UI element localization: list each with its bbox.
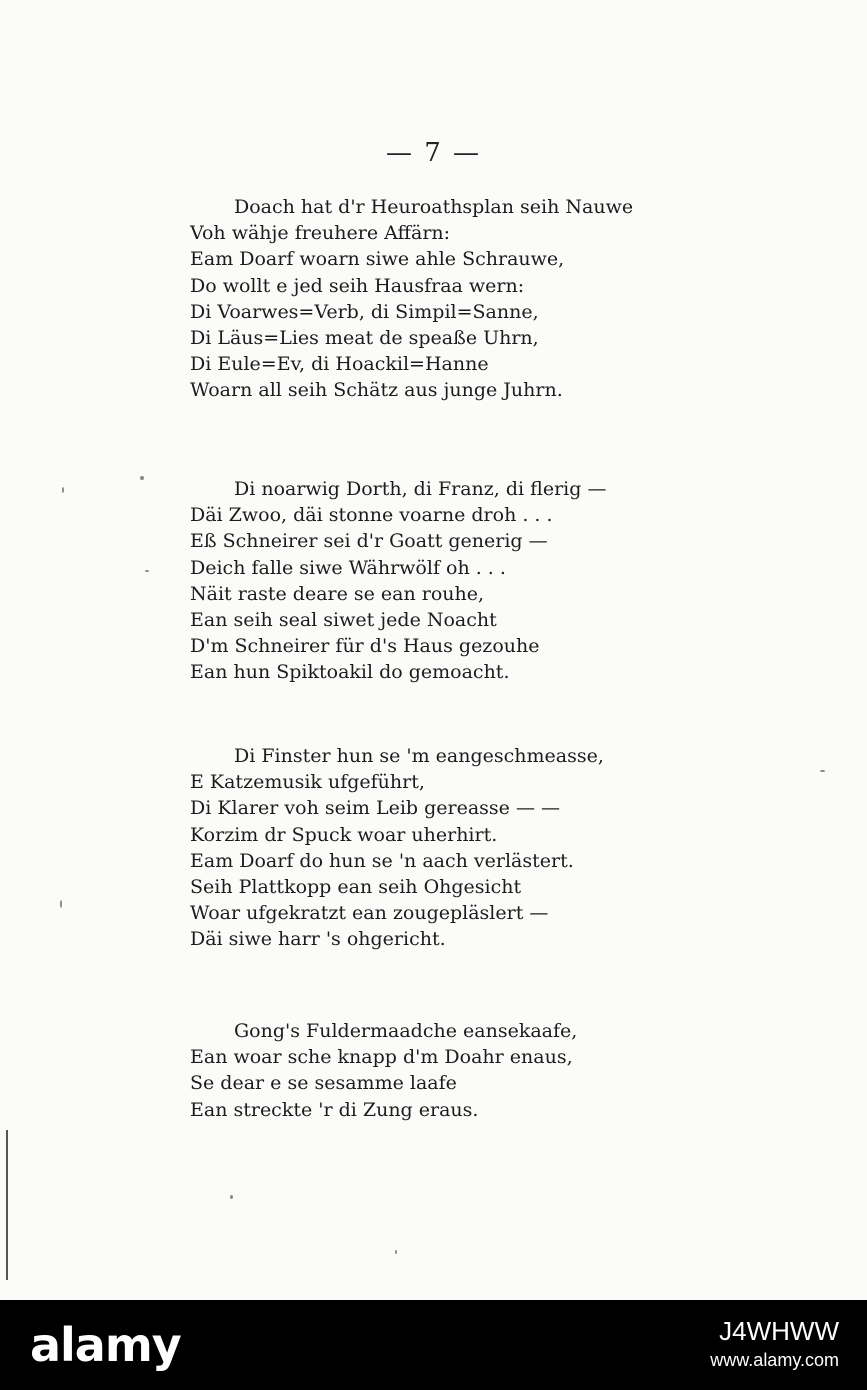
poem-line: Doach hat d'r Heuroathsplan seih Nauwe (234, 196, 634, 218)
poem-line: Di Klarer voh seim Leib gereasse — — (190, 797, 560, 820)
poem-line: Woarn all seih Schätz aus junge Juhrn. (190, 379, 563, 402)
poem-line: Däi siwe harr 's ohgericht. (190, 928, 446, 951)
stanza-4 (190, 1018, 650, 1123)
poem-line: Do wollt e jed seih Hausfraa wern: (190, 274, 525, 297)
poem-line: Eam Doarf do hun se 'n aach verlästert. (190, 849, 574, 872)
poem-line: Korzim dr Spuck woar uherhirt. (190, 823, 498, 846)
scan-speck (60, 900, 62, 908)
poem-line: Voh wähje freuhere Affärn: (190, 222, 451, 245)
poem-line: Se dear e se sesamme laafe (190, 1072, 457, 1095)
poem-line: Seih Plattkopp ean seih Ohgesicht (190, 876, 522, 899)
poem-line: Eß Schneirer sei d'r Goatt generig — (190, 530, 548, 553)
scan-speck (140, 476, 144, 480)
page-edge-mark (6, 1130, 8, 1280)
poem-line: Di Voarwes=Verb, di Simpil=Sanne, (190, 300, 539, 323)
stanza-3 (190, 743, 650, 953)
scan-speck (230, 1195, 233, 1199)
poem-line: Deich falle siwe Währwölf oh . . . (190, 556, 506, 579)
poem-line: E Katzemusik ufgeführt, (190, 771, 425, 794)
poem-line: Ean hun Spiktoakil do gemoacht. (190, 661, 510, 684)
poem-line: Ean woar sche knapp d'm Doahr enaus, (190, 1046, 573, 1069)
poem-line: Ean streckte 'r di Zung eraus. (190, 1098, 479, 1121)
alamy-logo: alamy (30, 1318, 181, 1372)
stanza-1 (190, 194, 650, 404)
poem-line: Di Läus=Lies meat de speaße Uhrn, (190, 327, 539, 350)
image-id: J4WHWW (719, 1316, 839, 1346)
page-number: — 7 — (385, 138, 482, 168)
poem-line: Däi Zwoo, däi stonne voarne droh . . . (190, 504, 553, 527)
scan-speck (62, 487, 64, 493)
poem-line: Woar ufgekratzt ean zougepläslert — (190, 902, 549, 925)
poem-line: Eam Doarf woarn siwe ahle Schrauwe, (190, 248, 565, 271)
poem-line: Ean seih seal siwet jede Noacht (190, 609, 497, 632)
poem-line: Di noarwig Dorth, di Franz, di flerig — (234, 478, 607, 500)
site-url: www.alamy.com (710, 1350, 839, 1370)
scan-speck (395, 1250, 397, 1254)
scan-speck (820, 770, 825, 772)
poem-line: D'm Schneirer für d's Haus gezouhe (190, 635, 540, 658)
stanza-2 (190, 476, 650, 686)
poem-line: Di Eule=Ev, di Hoackil=Hanne (190, 353, 489, 376)
poem-line: Di Finster hun se 'm eangeschmeasse, (234, 745, 604, 767)
scan-speck (145, 570, 149, 572)
poem-line: Näit raste deare se ean rouhe, (190, 582, 485, 605)
poem-line: Gong's Fuldermaadche eansekaafe, (234, 1020, 578, 1042)
